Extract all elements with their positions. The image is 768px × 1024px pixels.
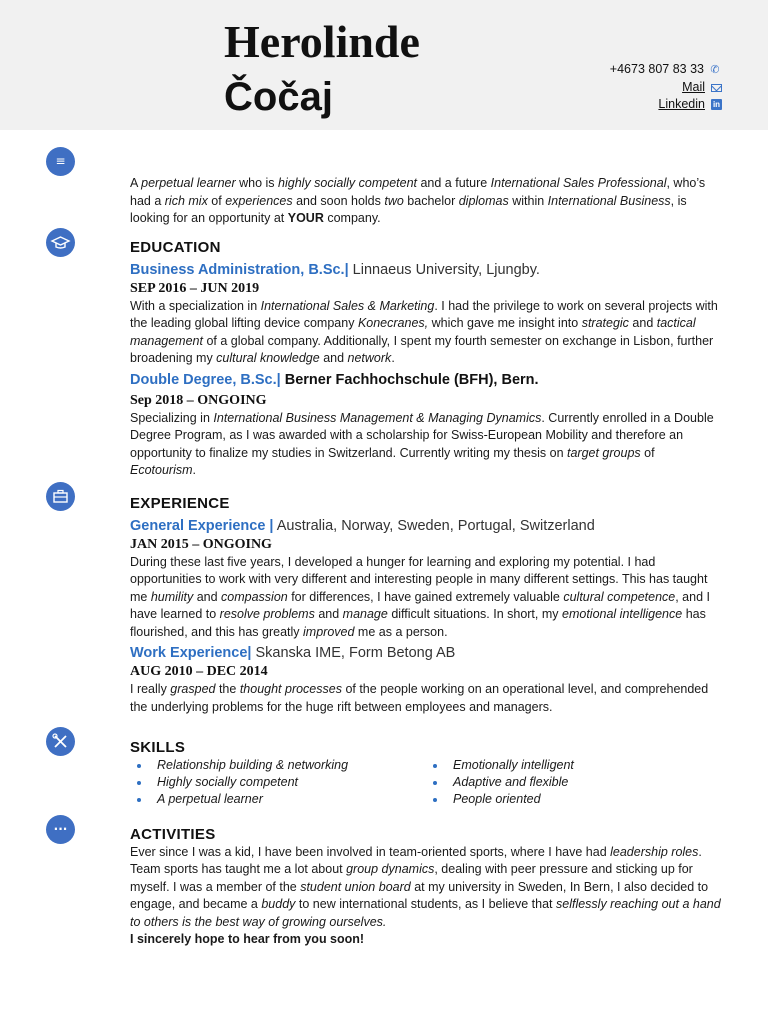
education-title: EDUCATION <box>130 239 221 256</box>
more-icon: ··· <box>46 815 75 844</box>
skill-item: Adaptive and flexible <box>426 774 722 791</box>
education-entry-degree: Double Degree, B.Sc.| Berner Fachhochschule (BFH), Bern. <box>130 371 539 388</box>
summary-paragraph: A perpetual learner who is highly socially competent and a future International Sales Professional, who’s had a rich mix of experiences and soon holds two bachelor diplomas within International Business, is looking for an opportunity at YOUR company. <box>130 176 706 225</box>
education-section <box>130 239 722 480</box>
experience-entry-dates: JAN 2015 – ONGOING <box>130 536 272 552</box>
linkedin-icon: in <box>712 100 721 110</box>
education-entry-dates: SEP 2016 – JUN 2019 <box>130 280 260 296</box>
experience-entry-role: Work Experience| Skanska IME, Form Betong AB <box>130 645 456 661</box>
last-name: Čočaj <box>224 75 333 119</box>
linkedin-line[interactable] <box>658 96 722 113</box>
skill-item: A perpetual learner <box>130 791 426 808</box>
activities-title: ACTIVITIES <box>130 826 216 843</box>
education-entry-description: With a specialization in International Sales & Marketing. I had the privilege to work on several projects with the leading global lifting device company Konecranes, which gave me insight into strategic and tactical management of a global company. Additionally, I spent my fourth semester on exchange in Lisbon, further broadening my cultural knowledge and network. <box>130 298 718 365</box>
skills-list-left <box>130 757 426 808</box>
summary <box>130 175 722 228</box>
education-entry-degree: Business Administration, B.Sc.| Linnaeus University, Ljungby. <box>130 261 540 278</box>
experience-entry-description: During these last five years, I developed a hunger for learning and exploring my potential. I had opportunities to work with very different and interesting people in many different settings. This has taught me humility and compassion for differences, I have gained extremely valuable cultural competence, and I have learned to resolve problems and manage difficult situations. In short, my emotional intelligence has flourished, and this has greatly improved me as a person. <box>130 554 710 639</box>
graduation-cap-icon <box>46 228 75 257</box>
phone-icon: ✆ <box>710 64 720 76</box>
experience-entry-role: General Experience | Australia, Norway, Sweden, Portugal, Switzerland <box>130 517 595 534</box>
experience-title: EXPERIENCE <box>130 495 230 512</box>
activities-section <box>130 826 722 949</box>
skills-columns <box>130 757 722 808</box>
skills-section <box>130 739 722 808</box>
education-entry-dates: Sep 2018 – ONGOING <box>130 392 267 408</box>
mail-icon <box>711 84 722 92</box>
skill-item: People oriented <box>426 791 722 808</box>
phone-line <box>610 61 722 79</box>
activities-paragraph: Ever since I was a kid, I have been involved in team-oriented sports, where I have had leadership roles. Team sports has taught me a lot about group dynamics, dealing with peer pressure and sticking up for myself. I was a member of the student union board at my university in Sweden, In Bern, I also decided to engage, and became a buddy to new international students, as I believe that selflessly reaching out a hand to others is the best way of growing ourselves. <box>130 844 721 929</box>
skills-title: SKILLS <box>130 739 186 756</box>
first-name: Herolinde <box>224 16 420 67</box>
skill-item: Highly socially competent <box>130 774 426 791</box>
closing-line: I sincerely hope to hear from you soon! <box>130 932 365 946</box>
linkedin-link[interactable]: Linkedin <box>658 97 705 111</box>
header <box>0 0 768 130</box>
tools-icon <box>46 727 75 756</box>
list-icon: ≡ <box>46 147 75 176</box>
mail-line[interactable] <box>682 79 722 96</box>
skill-item: Relationship building & networking <box>130 757 426 774</box>
experience-entry-dates: AUG 2010 – DEC 2014 <box>130 664 268 679</box>
skill-item: Emotionally intelligent <box>426 757 722 774</box>
phone-number: +4673 807 83 33 <box>609 62 704 76</box>
experience-entry-description: I really grasped the thought processes of the people working on an operational level, and comprehended the underlying problems for the huge rift between employees and managers. <box>130 682 709 714</box>
mail-link[interactable]: Mail <box>682 80 705 94</box>
briefcase-icon <box>46 482 75 511</box>
education-entry-description: Specializing in International Business Management & Managing Dynamics. Currently enrolled in a Double Degree Program, as I was awarded with a scholarship for Swiss-European Mobility and therefore an opportunity to finalize my studies in Switzerland. Currently writing my thesis on target groups of Ecotourism. <box>130 410 714 477</box>
skills-list-right <box>426 757 722 808</box>
experience-section <box>130 495 722 716</box>
